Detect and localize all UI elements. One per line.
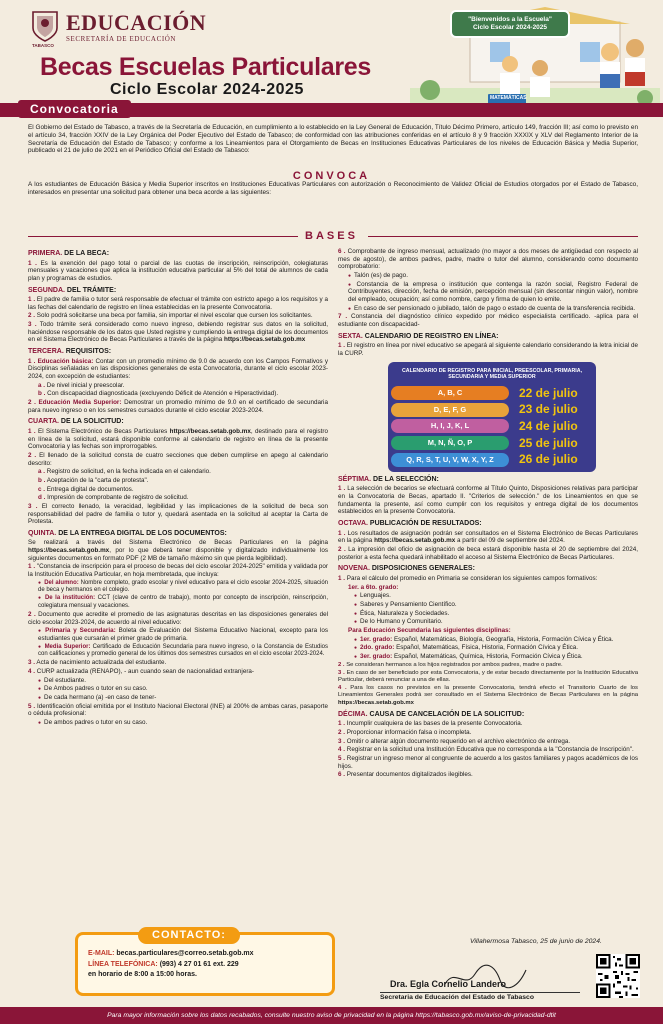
- qr-code-icon[interactable]: [596, 954, 640, 998]
- paragraph: 2 . Educación Media Superior: Demostrar un promedio mínimo de 9.0 en el certificado de secundaria para nuevo ingreso o en los semestres cursados durante el ciclo escolar 2023-2024.: [28, 399, 328, 414]
- section-septima: SÉPTIMA. DE LA SELECCIÓN:: [338, 475, 439, 483]
- paragraph: 2 . Documento que acredite el promedio de las asignaturas descritas en las disposiciones generales del ciclo escolar 2023-2024, de acuerdo al nivel educativo:: [28, 611, 328, 626]
- section-octava: OCTAVA. PUBLICACIÓN DE RESULTADOS:: [338, 520, 482, 528]
- list-item: ● Lenguajes.: [338, 592, 638, 600]
- calendar-date: 24 de julio: [519, 419, 578, 434]
- paragraph: 1 . La selección de becarios se efectuará conforme al Título Quinto, Disposiciones relativas para participar en la Convocatoria de Becas, apartado II. "Criterios de selección." de los Lineamientos en que se fundamenta la presente, así como cumplir con los requisitos y entrega digital de los documentos establecidos en la presente Convocatoria.: [338, 485, 638, 516]
- contact-box: [75, 929, 335, 996]
- calendar-letters: H, I, J, K, L: [391, 419, 509, 433]
- list-item: ● Media Superior: Certificado de Educación Secundaria para nuevo ingreso, o la Constancia de Estudios con calificaciones y promedio general de los últimos dos semestres cursados en el ciclo escolar 2023-2024.: [28, 644, 328, 659]
- calendar-letters: D, E, F, G: [391, 403, 509, 417]
- section-segunda: SEGUNDA. DEL TRÁMITE:: [28, 286, 117, 294]
- paragraph: 4 . CURP actualizada (RENAPO), - aun cuando sean de nacionalidad extranjera-: [28, 668, 255, 676]
- becas-link[interactable]: https://becas.setab.gob.mx: [374, 537, 456, 545]
- list-item: 1 . Incumplir cualquiera de las bases de la presente Convocatoria.: [338, 720, 523, 728]
- paragraph: 1 . Para el cálculo del promedio en Primaria se consideran los siguientes campos formativos:: [338, 574, 598, 582]
- contact-phone: (993) 4 27 01 61 ext. 229: [157, 960, 239, 968]
- list-item: a . De nivel inicial y preescolar.: [38, 381, 125, 389]
- list-item: 2 . Proporcionar información falsa o incompleta.: [338, 729, 472, 737]
- contact-email-link[interactable]: becas.particulares@correo.setab.gob.mx: [114, 950, 254, 957]
- right-column: [338, 248, 638, 780]
- paragraph: 7 . Constancia del diagnóstico clínico expedido por médico especialista certificado. -aplica para el estudiante con discapacidad-: [338, 313, 638, 329]
- calendar-row: [391, 452, 593, 467]
- list-item: ● Del estudiante.: [28, 677, 328, 685]
- convoca-heading: CONVOCA: [292, 170, 371, 182]
- list-item: ● De cada hermano (a) -en caso de tener-: [28, 694, 328, 702]
- bubble-line-2: Ciclo Escolar 2024-2025: [472, 24, 548, 32]
- signer-name: Dra. Egla Cornelio Landero: [390, 979, 507, 989]
- left-column: [28, 246, 328, 728]
- list-item: ● Constancia de la empresa o institución que contenga la razón social, Registro Federal de Contribuyentes, dirección, fecha de emisión, percepción mensual (sin descontar ningún valor), nombre del empleado, ocupación; así como nombre, cargo y firma de quien lo emite.: [338, 281, 638, 304]
- list-item: ● 3er. grado: Español, Matemáticas, Química, Historia, Formación Cívica y Ética.: [338, 653, 638, 661]
- list-item: ● En caso de ser pensionado o jubilado, talón de pago o estado de cuenta de la transferencia recibida.: [338, 305, 638, 313]
- cancellation-list: [338, 720, 638, 779]
- paragraph: 3 . En caso de ser beneficiado por esta Convocatoria, y de estar becado directamente por la Institución Educativa Particular, deberá renunciar a una de ellas.: [338, 669, 638, 684]
- becas-link[interactable]: https://becas.setab.gob.mx: [224, 336, 306, 344]
- section-quinta: QUINTA. DE LA ENTREGA DIGITAL DE LOS DOCUMENTOS:: [28, 529, 227, 537]
- welcome-bubble: [450, 10, 570, 38]
- calendar-date: 23 de julio: [519, 402, 578, 417]
- list-item: ● De ambos padres o tutor en su caso.: [28, 719, 328, 727]
- list-item: ● Primaria y Secundaria: Boleta de Evaluación del Sistema Educativo Nacional, excepto para los estudiantes que cursarán el primer grado de primaria.: [28, 627, 328, 642]
- contact-body: E-MAIL: becas.particulares@correo.setab.gob.mx LÍNEA TELEFÓNICA: (993) 4 27 01 61 ext. 229 en horario de 8:00 a 15:00 horas.: [88, 949, 254, 981]
- calendar-date: 26 de julio: [519, 452, 578, 467]
- list-item: ● Del alumno: Nombre completo, grado escolar y nivel educativo para el ciclo escolar 2024-2025, situación de beca y hermanos en el colegio.: [28, 580, 328, 595]
- convocatoria-label: Convocatoria: [18, 100, 131, 118]
- subheading: Para Educación Secundaria las siguientes disciplinas:: [348, 626, 511, 634]
- book-label: MATEMÁTICAS: [490, 95, 527, 101]
- section-cuarta: CUARTA. DE LA SOLICITUD:: [28, 418, 124, 426]
- list-item: 3 . Omitir o alterar algún documento requerido en el archivo electrónico de entrega.: [338, 737, 571, 745]
- section-sexta: SEXTA. CALENDARIO DE REGISTRO EN LÍNEA:: [338, 332, 499, 340]
- paragraph: Se realizará a través del Sistema Electrónico de Becas Particulares en la página https://becas.setab.gob.mx, por lo que deberá tener disponible y digitalizado individualmente los siguientes documentos en formato PDF (2 MB de tamaño máximo sin que pierda legibilidad).: [28, 539, 328, 562]
- paragraph: 1 . Es la exención del pago total o parcial de las cuotas de inscripción, reinscripción, colegiaturas mensuales y vacaciones que aplica la institución educativa particular al 5% del total de alumnos de cada plan y programas de estudios.: [28, 259, 328, 282]
- bubble-line-1: "Bienvenidos a la Escuela": [468, 16, 552, 23]
- becas-link[interactable]: https://becas.setab.gob.mx: [169, 427, 251, 435]
- list-item: ● 2do. grado: Español, Matemáticas, Física, Historia, Formación Cívica y Ética.: [338, 644, 638, 652]
- privacy-footer: Para mayor información sobre los datos recabados, consulte nuestro aviso de privacidad en la página https://tabasco.gob.mx/aviso-de-privacidad-dtit: [0, 1007, 663, 1024]
- logo-state: TABASCO: [32, 43, 54, 48]
- becas-link[interactable]: https://becas.setab.gob.mx: [338, 699, 414, 706]
- list-item: ● Talón (es) de pago.: [338, 272, 638, 280]
- bases-heading: BASES: [305, 230, 358, 242]
- convoca-paragraph: A los estudiantes de Educación Básica y Media Superior inscritos en Instituciones Educativas Particulares con autorización o Reconocimiento de Validez Oficial de Estudios otorgados por el Estado de Tabasco, interesados en presentar una solicitud para obtener una beca acorde a las siguientes:: [28, 181, 638, 196]
- list-item: 6 . Presentar documentos digitalizados ilegibles.: [338, 771, 473, 779]
- list-item: ● De lo Humano y Comunitario.: [338, 618, 638, 626]
- registration-calendar: [388, 362, 596, 472]
- signer-title: Secretaria de Educación del Estado de Tabasco: [380, 994, 534, 1001]
- calendar-row: [391, 402, 593, 417]
- section-novena: NOVENA. DISPOSICIONES GENERALES:: [338, 565, 475, 573]
- calendar-letters: M, N, Ñ, O, P: [391, 436, 509, 450]
- section-tercera: TERCERA. REQUISITOS:: [28, 348, 112, 356]
- paragraph: 2 . Solo podrá solicitarse una beca por familia, sin importar el nivel escolar que cursen los solicitantes.: [28, 312, 313, 320]
- list-item: a . Registro de solicitud, en la fecha indicada en el calendario.: [38, 468, 211, 476]
- list-item: c . Entrega digital de documentos.: [38, 485, 134, 493]
- page-title: Becas Escuelas Particulares: [40, 53, 372, 81]
- subheading: 1er. a 6to. grado:: [348, 583, 399, 591]
- calendar-rows: [391, 386, 593, 467]
- paragraph: 1 . El registro en línea por nivel educativo se apegará al siguiente calendario considerando la letra inicial de la CURP.: [338, 342, 638, 357]
- list-item: ● 1er. grado: Español, Matemáticas, Biología, Geografía, Historia, Formación Cívica y Ética.: [338, 636, 638, 644]
- paragraph: 2 . La impresión del oficio de asignación de beca estará disponible hasta el 20 de septiembre del 2024, posterior a esta fecha quedará inhabilitado el acceso al Sistema Electrónico de Becas Particulares.: [338, 546, 638, 561]
- list-item: b . Con discapacidad diagnosticada (excluyendo Déficit de Atención e Hiperactividad).: [38, 390, 279, 398]
- calendar-row: [391, 386, 593, 401]
- intro-paragraph: El Gobierno del Estado de Tabasco, a través de la Secretaría de Educación, en cumplimiento a lo establecido en la Ley General de Educación, Título Décimo Primero, artículo 149, fracción III; así como lo previsto en el artículo 34, fracción XXIV de la Ley Orgánica del Poder Ejecutivo del Estado de Tabasco; de conformidad con las atribuciones conferidas en el artículo 8 y 9 fracción XXXIX y XLV del Reglamento Interior de la Secretaría de Educación del Estado de Tabasco; y conforme a los Lineamientos para el Otorgamiento de Becas en Instituciones Educativas Particulares de los niveles de Educación Básica y Media Superior, publicado el 21 de julio de 2021 en el Periódico Oficial del Estado de Tabasco:: [28, 124, 638, 155]
- list-item: ● Saberes y Pensamiento Científico.: [338, 601, 638, 609]
- calendar-date: 25 de julio: [519, 435, 578, 450]
- paragraph: 2 . Se consideran hermanos a los hijos registrados por ambos padres, madre o padre.: [338, 661, 563, 668]
- signature-line: [380, 992, 580, 993]
- paragraph: 4 . Para los casos no previstos en la presente Convocatoria, tendrá efecto el Transitorio Cuarto de los Lineamientos Generales podrá ser consultado en el Sistema Electrónico de Becas Particulares en la página https://becas.setab.gob.mx: [338, 685, 638, 706]
- paragraph: 3 . El correcto llenado, la veracidad, legibilidad y las implicaciones de la solicitud de beca son responsabilidad del padre de familia o tutor y, quedará asentada en la solicitud al aceptar la Carta de Protesta.: [28, 502, 328, 526]
- page-subtitle: Ciclo Escolar 2024-2025: [110, 81, 304, 98]
- becas-link[interactable]: https://becas.setab.gob.mx: [28, 547, 110, 555]
- section-decima: DÉCIMA. CAUSA DE CANCELACIÓN DE LA SOLICITUD:: [338, 710, 525, 718]
- paragraph: 1 . El Sistema Electrónico de Becas Particulares https://becas.setab.gob.mx, destinado para el registro en línea de la solicitud, estará disponible conforme al calendario de registro en línea de la presente Convocatoria y las fechas son improrrogables.: [28, 427, 328, 451]
- contact-heading: CONTACTO:: [138, 927, 240, 944]
- contact-hours: en horario de 8:00 a 15:00 horas.: [88, 971, 197, 978]
- list-item: ● De la institución: CCT (clave de centro de trabajo), monto por concepto de inscripción, reinscripción, colegiatura mensual y vacaciones.: [28, 595, 328, 610]
- list-item: 5 . Registrar un ingreso menor al congruente de acuerdo a los gastos familiares y pagos académicos de los hijos.: [338, 755, 638, 770]
- paragraph: 3 . Acta de nacimiento actualizada del estudiante.: [28, 659, 167, 667]
- paragraph: 5 . Identificación oficial emitida por el Instituto Nacional Electoral (INE) al 200% de ambas caras, pasaporte o cédula profesional:: [28, 702, 328, 718]
- section-primera: PRIMERA. DE LA BECA:: [28, 250, 110, 257]
- calendar-letters: Q, R, S, T, U, V, W, X, Y, Z: [391, 453, 509, 467]
- tabasco-seal-icon: [30, 8, 60, 42]
- paragraph: 3 . Todo trámite será considerado como nuevo ingreso, debiendo registrar sus datos en la solicitud, haciéndose responsable de los datos que Usted registre y cumpliendo la entrega digital de los documentos en el Sistema Electrónico de Becas Particulares a través de la página https://becas.setab.gob.mx: [28, 321, 328, 344]
- calendar-row: [391, 419, 593, 434]
- list-item: 4 . Registrar en la solicitud una Institución Educativa que no corresponda a la "Constancia de Inscripción".: [338, 746, 634, 754]
- paragraph: 1 . Los resultados de asignación podrán ser consultados en el Sistema Electrónico de Becas Particulares en la página https://becas.setab.gob.mx a partir del 09 de septiembre del 2024.: [338, 529, 638, 545]
- signature-date: Villahermosa Tabasco, 25 de junio de 2024.: [470, 938, 602, 945]
- paragraph: 1 . Educación básica: Contar con un promedio mínimo de 9.0 de acuerdo con los Campos Formativos y Disciplinas señaladas en las disposiciones generales de esta Convocatoria, durante el ciclo escolar 2023-2024, con excepción de estudiantes:: [28, 357, 328, 380]
- logo-title: EDUCACIÓN: [66, 10, 207, 35]
- list-item: ● De Ambos padres o tutor en su caso.: [28, 685, 328, 693]
- paragraph: 6 . Comprobante de ingreso mensual, actualizado (no mayor a dos meses de antigüedad con respecto al mes de agosto), de ambos padres, padre, madre o tutor del alumno, considerando como documento comprobatorio:: [338, 248, 638, 271]
- paragraph: 1 . "Constancia de inscripción para el proceso de becas del ciclo escolar 2024-2025" emitida y validada por la Institución Educativa Particular, en hoja membretada, que incluya:: [28, 563, 328, 579]
- list-item: b . Aceptación de la "carta de protesta".: [38, 476, 149, 484]
- list-item: ● Ética, Naturaleza y Sociedades.: [338, 610, 638, 618]
- calendar-date: 22 de julio: [519, 385, 578, 400]
- header: [0, 0, 663, 112]
- calendar-row: [391, 436, 593, 451]
- calendar-letters: A, B, C: [391, 386, 509, 400]
- paragraph: 1 . El padre de familia o tutor será responsable de efectuar el trámite con estricto apego a los requisitos y a las fechas del calendario de registro en línea establecidas en la presente Convocatoria.: [28, 296, 328, 311]
- calendar-title: CALENDARIO DE REGISTRO PARA INICIAL, PREESCOLAR, PRIMARIA, SECUNDARIA Y MEDIA SUPERIOR: [391, 365, 593, 384]
- paragraph: 2 . El llenado de la solicitud consta de cuatro secciones que deben cumplirse en apego al calendario descrito:: [28, 451, 328, 467]
- list-item: d . Impresión de comprobante de registro de solicitud.: [38, 494, 189, 502]
- logo-subtitle: SECRETARÍA DE EDUCACIÓN: [66, 35, 177, 43]
